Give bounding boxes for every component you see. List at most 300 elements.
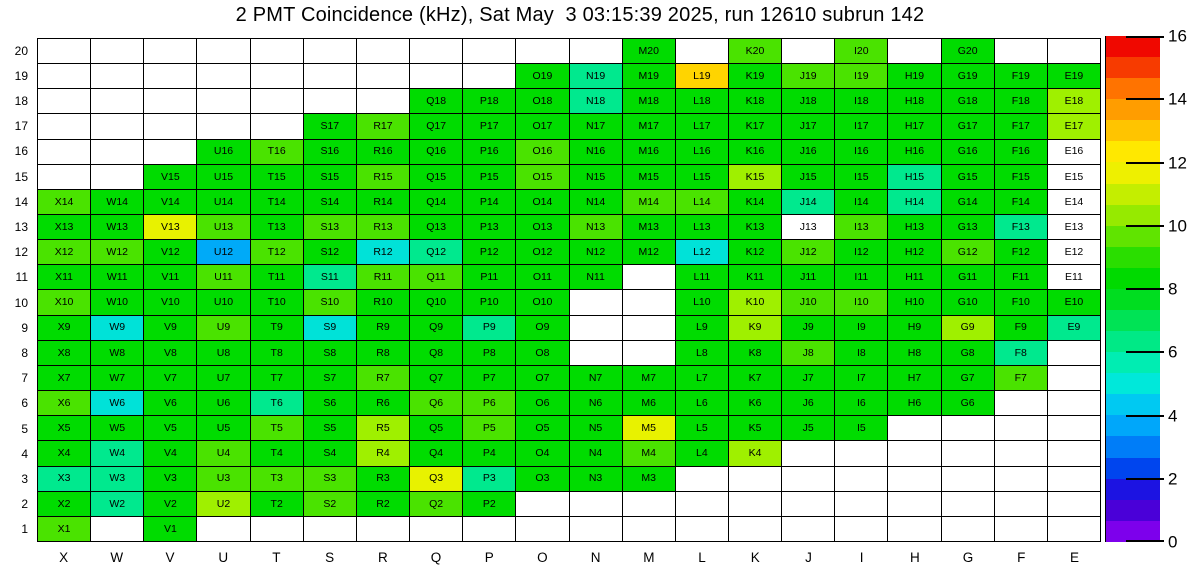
grid-cell: O12 <box>516 240 568 264</box>
grid-cell <box>782 467 834 491</box>
grid-cell <box>782 492 834 516</box>
grid-cell: M3 <box>623 467 675 491</box>
grid-cell: F11 <box>995 265 1047 289</box>
grid-cell <box>91 165 143 189</box>
grid-cell <box>835 492 887 516</box>
grid-cell: V10 <box>144 290 196 314</box>
grid-cell <box>251 39 303 63</box>
grid-cell: T16 <box>251 140 303 164</box>
grid-cell: F9 <box>995 316 1047 340</box>
grid-cell: V13 <box>144 215 196 239</box>
grid-cell: L10 <box>676 290 728 314</box>
grid-cell <box>623 517 675 541</box>
grid-cell: T11 <box>251 265 303 289</box>
grid-cell: F18 <box>995 89 1047 113</box>
grid-cell: I18 <box>835 89 887 113</box>
grid-cell: Q17 <box>410 114 462 138</box>
column-label: E <box>1069 549 1079 565</box>
grid-cell: H18 <box>888 89 940 113</box>
colorbar-band <box>1106 78 1160 99</box>
grid-cell: L12 <box>676 240 728 264</box>
grid-cell: V1 <box>144 517 196 541</box>
grid-cell: G11 <box>942 265 994 289</box>
grid-cell: N14 <box>570 190 622 214</box>
grid-cell: P12 <box>463 240 515 264</box>
grid-cell: M5 <box>623 416 675 440</box>
grid-cell: R10 <box>357 290 409 314</box>
grid-cell <box>410 517 462 541</box>
grid-cell: M12 <box>623 240 675 264</box>
grid-cell: E15 <box>1048 165 1100 189</box>
grid-cell: Q16 <box>410 140 462 164</box>
grid-cell <box>782 517 834 541</box>
grid-cell: S16 <box>304 140 356 164</box>
column-label: H <box>909 549 920 565</box>
grid-cell: P11 <box>463 265 515 289</box>
grid-cell: O3 <box>516 467 568 491</box>
grid-cell: N16 <box>570 140 622 164</box>
grid-cell: H10 <box>888 290 940 314</box>
grid-cell <box>251 517 303 541</box>
colorbar-band <box>1106 500 1160 521</box>
colorbar-tick-label: 4 <box>1168 406 1178 425</box>
grid-cell: P2 <box>463 492 515 516</box>
grid-cell: U10 <box>197 290 249 314</box>
grid-cell <box>782 441 834 465</box>
grid-cell: V4 <box>144 441 196 465</box>
grid-cell: W11 <box>91 265 143 289</box>
grid-cell <box>570 39 622 63</box>
grid-cell: I8 <box>835 341 887 365</box>
grid-cell <box>942 492 994 516</box>
grid-cell: R5 <box>357 416 409 440</box>
colorbar-band <box>1106 205 1160 226</box>
grid-cell: U13 <box>197 215 249 239</box>
grid-cell: U6 <box>197 391 249 415</box>
row-axis <box>0 38 30 542</box>
grid-cell: N11 <box>570 265 622 289</box>
grid-cell: F12 <box>995 240 1047 264</box>
grid-cell: L15 <box>676 165 728 189</box>
grid-cell: U9 <box>197 316 249 340</box>
grid-cell: J8 <box>782 341 834 365</box>
column-label: K <box>750 549 760 565</box>
grid-cell: E17 <box>1048 114 1100 138</box>
grid-cell: O16 <box>516 140 568 164</box>
grid-cell: W14 <box>91 190 143 214</box>
grid-cell: R11 <box>357 265 409 289</box>
colorbar-tick-label: 6 <box>1168 342 1178 362</box>
grid-cell: V8 <box>144 341 196 365</box>
grid-cell: E10 <box>1048 290 1100 314</box>
grid-cell: H7 <box>888 366 940 390</box>
grid-cell: O14 <box>516 190 568 214</box>
grid-cell: X9 <box>38 316 90 340</box>
grid-cell: V5 <box>144 416 196 440</box>
grid-cell: F8 <box>995 341 1047 365</box>
grid-cell: L8 <box>676 341 728 365</box>
grid-cell: J15 <box>782 165 834 189</box>
row-label: 11 <box>15 270 28 285</box>
grid-cell: X2 <box>38 492 90 516</box>
grid-cell: I12 <box>835 240 887 264</box>
grid-cell: W7 <box>91 366 143 390</box>
grid-cell: W3 <box>91 467 143 491</box>
grid-cell: U2 <box>197 492 249 516</box>
grid-cell: X4 <box>38 441 90 465</box>
grid-cell: Q15 <box>410 165 462 189</box>
grid-cell: X12 <box>38 240 90 264</box>
grid-cell: M16 <box>623 140 675 164</box>
grid-cell <box>38 165 90 189</box>
grid-cell: Q4 <box>410 441 462 465</box>
grid-cell: I10 <box>835 290 887 314</box>
colorbar-band <box>1106 373 1160 394</box>
grid-cell: M4 <box>623 441 675 465</box>
grid-cell: T14 <box>251 190 303 214</box>
grid-cell: N13 <box>570 215 622 239</box>
grid-cell: L14 <box>676 190 728 214</box>
colorbar-band <box>1106 268 1160 289</box>
grid-cell: S7 <box>304 366 356 390</box>
grid-cell: J7 <box>782 366 834 390</box>
grid-cell <box>676 467 728 491</box>
grid-cell: F10 <box>995 290 1047 314</box>
grid-cell <box>304 517 356 541</box>
grid-cell: Q11 <box>410 265 462 289</box>
grid-cell <box>304 64 356 88</box>
grid-cell <box>91 64 143 88</box>
grid-cell: I7 <box>835 366 887 390</box>
grid-cell: S15 <box>304 165 356 189</box>
grid-cell: Q6 <box>410 391 462 415</box>
column-label: N <box>590 549 601 565</box>
grid-cell: X11 <box>38 265 90 289</box>
grid-cell: E19 <box>1048 64 1100 88</box>
grid-cell: P9 <box>463 316 515 340</box>
grid-cell: K19 <box>729 64 781 88</box>
row-label: 9 <box>21 320 28 335</box>
grid-cell <box>729 467 781 491</box>
grid-cell: P15 <box>463 165 515 189</box>
grid-cell: X5 <box>38 416 90 440</box>
colorbar-tick-label: 2 <box>1168 469 1178 489</box>
grid-cell: W9 <box>91 316 143 340</box>
column-label: U <box>218 549 229 565</box>
grid-cell <box>835 517 887 541</box>
grid-cell: L18 <box>676 89 728 113</box>
column-label: G <box>962 549 974 565</box>
grid-cell: J9 <box>782 316 834 340</box>
pmt-grid <box>37 38 1101 542</box>
grid-cell <box>1048 467 1100 491</box>
colorbar-band <box>1106 184 1160 205</box>
grid-cell <box>197 114 249 138</box>
grid-cell: W6 <box>91 391 143 415</box>
grid-cell: W12 <box>91 240 143 264</box>
grid-cell: K8 <box>729 341 781 365</box>
grid-cell <box>304 89 356 113</box>
grid-cell <box>995 39 1047 63</box>
grid-cell <box>91 517 143 541</box>
grid-cell <box>942 441 994 465</box>
column-label: O <box>537 549 548 565</box>
grid-cell <box>91 39 143 63</box>
column-label: X <box>59 549 69 565</box>
grid-cell: L19 <box>676 64 728 88</box>
grid-cell: G19 <box>942 64 994 88</box>
grid-cell <box>410 64 462 88</box>
grid-cell: H8 <box>888 341 940 365</box>
grid-cell: I6 <box>835 391 887 415</box>
grid-cell: L5 <box>676 416 728 440</box>
grid-cell: R8 <box>357 341 409 365</box>
grid-cell: T7 <box>251 366 303 390</box>
grid-cell <box>357 89 409 113</box>
colorbar-band <box>1106 289 1160 310</box>
grid-cell: Q2 <box>410 492 462 516</box>
grid-cell: J19 <box>782 64 834 88</box>
grid-cell: F19 <box>995 64 1047 88</box>
grid-cell: Q8 <box>410 341 462 365</box>
grid-cell: Q14 <box>410 190 462 214</box>
row-label: 8 <box>21 346 28 361</box>
grid-cell: H14 <box>888 190 940 214</box>
grid-cell: N7 <box>570 366 622 390</box>
grid-cell: S13 <box>304 215 356 239</box>
grid-cell: E9 <box>1048 316 1100 340</box>
grid-cell: K7 <box>729 366 781 390</box>
grid-cell: N5 <box>570 416 622 440</box>
grid-cell <box>942 517 994 541</box>
row-label: 10 <box>14 295 28 310</box>
grid-cell: G10 <box>942 290 994 314</box>
grid-cell: K9 <box>729 316 781 340</box>
grid-cell: R4 <box>357 441 409 465</box>
grid-cell: V9 <box>144 316 196 340</box>
grid-cell: R9 <box>357 316 409 340</box>
grid-cell: U12 <box>197 240 249 264</box>
grid-cell: W10 <box>91 290 143 314</box>
grid-cell: R17 <box>357 114 409 138</box>
grid-cell: I9 <box>835 316 887 340</box>
grid-cell: N3 <box>570 467 622 491</box>
grid-cell <box>570 316 622 340</box>
grid-cell: Q3 <box>410 467 462 491</box>
colorbar-tick-label: 8 <box>1168 279 1178 299</box>
grid-cell: S8 <box>304 341 356 365</box>
grid-cell <box>357 39 409 63</box>
grid-cell: E13 <box>1048 215 1100 239</box>
grid-cell: R6 <box>357 391 409 415</box>
grid-cell: I17 <box>835 114 887 138</box>
column-label: T <box>272 549 281 565</box>
grid-cell: M15 <box>623 165 675 189</box>
grid-cell: O7 <box>516 366 568 390</box>
grid-cell: O8 <box>516 341 568 365</box>
row-label: 15 <box>14 169 28 184</box>
grid-cell <box>888 517 940 541</box>
grid-cell <box>1048 366 1100 390</box>
grid-cell <box>888 39 940 63</box>
grid-cell: V3 <box>144 467 196 491</box>
grid-cell: T3 <box>251 467 303 491</box>
grid-cell: X10 <box>38 290 90 314</box>
grid-cell: M17 <box>623 114 675 138</box>
column-label: L <box>698 549 706 565</box>
grid-cell <box>570 517 622 541</box>
colorbar-band <box>1106 36 1160 57</box>
colorbar-band <box>1106 310 1160 331</box>
colorbar-tick-label: 12 <box>1168 153 1187 172</box>
grid-cell: S3 <box>304 467 356 491</box>
grid-cell: P3 <box>463 467 515 491</box>
grid-cell <box>91 114 143 138</box>
grid-cell: E18 <box>1048 89 1100 113</box>
grid-cell: G18 <box>942 89 994 113</box>
row-label: 12 <box>14 245 28 260</box>
grid-cell: R7 <box>357 366 409 390</box>
grid-cell: V11 <box>144 265 196 289</box>
colorbar-band <box>1106 247 1160 268</box>
grid-cell <box>995 517 1047 541</box>
grid-cell: X1 <box>38 517 90 541</box>
grid-cell <box>835 467 887 491</box>
grid-cell <box>942 416 994 440</box>
grid-cell: T6 <box>251 391 303 415</box>
grid-cell: R2 <box>357 492 409 516</box>
grid-cell: Q7 <box>410 366 462 390</box>
grid-cell: Q12 <box>410 240 462 264</box>
grid-cell: U14 <box>197 190 249 214</box>
colorbar-tick-label: 16 <box>1168 26 1187 46</box>
grid-cell: M7 <box>623 366 675 390</box>
grid-cell: E16 <box>1048 140 1100 164</box>
grid-cell: E14 <box>1048 190 1100 214</box>
grid-cell: E12 <box>1048 240 1100 264</box>
grid-cell <box>676 517 728 541</box>
grid-cell: O6 <box>516 391 568 415</box>
grid-cell: G8 <box>942 341 994 365</box>
grid-cell: W5 <box>91 416 143 440</box>
grid-cell: M6 <box>623 391 675 415</box>
row-label: 2 <box>21 497 28 512</box>
grid-cell <box>995 492 1047 516</box>
grid-cell <box>91 140 143 164</box>
grid-cell <box>197 64 249 88</box>
grid-cell: Q18 <box>410 89 462 113</box>
grid-cell: J6 <box>782 391 834 415</box>
grid-cell: M19 <box>623 64 675 88</box>
grid-cell: J14 <box>782 190 834 214</box>
grid-cell: O19 <box>516 64 568 88</box>
grid-cell: T10 <box>251 290 303 314</box>
grid-cell: V6 <box>144 391 196 415</box>
grid-cell: K17 <box>729 114 781 138</box>
grid-cell: H6 <box>888 391 940 415</box>
grid-cell: U11 <box>197 265 249 289</box>
grid-cell: P18 <box>463 89 515 113</box>
grid-cell: W4 <box>91 441 143 465</box>
grid-cell: L13 <box>676 215 728 239</box>
grid-cell: G12 <box>942 240 994 264</box>
grid-cell <box>995 467 1047 491</box>
grid-cell <box>623 492 675 516</box>
grid-cell <box>410 39 462 63</box>
grid-cell <box>1048 517 1100 541</box>
grid-cell <box>623 290 675 314</box>
grid-cell: S9 <box>304 316 356 340</box>
grid-cell: Q5 <box>410 416 462 440</box>
grid-cell: N19 <box>570 64 622 88</box>
grid-cell: K14 <box>729 190 781 214</box>
grid-cell: X6 <box>38 391 90 415</box>
grid-cell <box>463 39 515 63</box>
grid-cell <box>676 492 728 516</box>
colorbar-tick-label: 0 <box>1168 532 1178 552</box>
grid-cell: G17 <box>942 114 994 138</box>
grid-cell: P7 <box>463 366 515 390</box>
colorbar-tick-label: 10 <box>1168 216 1187 236</box>
grid-cell: J12 <box>782 240 834 264</box>
row-label: 19 <box>14 68 28 83</box>
row-label: 7 <box>21 371 28 386</box>
grid-cell: G13 <box>942 215 994 239</box>
grid-cell <box>251 64 303 88</box>
grid-cell: X3 <box>38 467 90 491</box>
grid-cell: O11 <box>516 265 568 289</box>
grid-cell <box>197 517 249 541</box>
grid-cell <box>623 316 675 340</box>
grid-cell: G6 <box>942 391 994 415</box>
column-label: I <box>859 549 864 565</box>
grid-cell: G20 <box>942 39 994 63</box>
grid-cell: T4 <box>251 441 303 465</box>
colorbar-band <box>1106 162 1160 183</box>
grid-cell: X7 <box>38 366 90 390</box>
grid-cell: R14 <box>357 190 409 214</box>
grid-cell: N4 <box>570 441 622 465</box>
row-label: 6 <box>21 396 28 411</box>
grid-cell <box>1048 441 1100 465</box>
grid-cell <box>570 290 622 314</box>
grid-cell <box>1048 492 1100 516</box>
grid-cell: H19 <box>888 64 940 88</box>
grid-cell: G7 <box>942 366 994 390</box>
grid-cell: K4 <box>729 441 781 465</box>
grid-cell <box>251 89 303 113</box>
grid-cell <box>144 114 196 138</box>
grid-cell: X8 <box>38 341 90 365</box>
grid-cell: N12 <box>570 240 622 264</box>
grid-cell: K12 <box>729 240 781 264</box>
grid-cell <box>516 517 568 541</box>
grid-cell: R13 <box>357 215 409 239</box>
grid-cell <box>516 492 568 516</box>
grid-cell <box>38 140 90 164</box>
grid-cell: O13 <box>516 215 568 239</box>
grid-cell <box>91 89 143 113</box>
grid-cell: N6 <box>570 391 622 415</box>
grid-cell: W2 <box>91 492 143 516</box>
grid-cell: K6 <box>729 391 781 415</box>
grid-cell: L17 <box>676 114 728 138</box>
grid-cell: O9 <box>516 316 568 340</box>
grid-cell: T12 <box>251 240 303 264</box>
grid-cell: L7 <box>676 366 728 390</box>
grid-cell: U7 <box>197 366 249 390</box>
grid-cell: E11 <box>1048 265 1100 289</box>
